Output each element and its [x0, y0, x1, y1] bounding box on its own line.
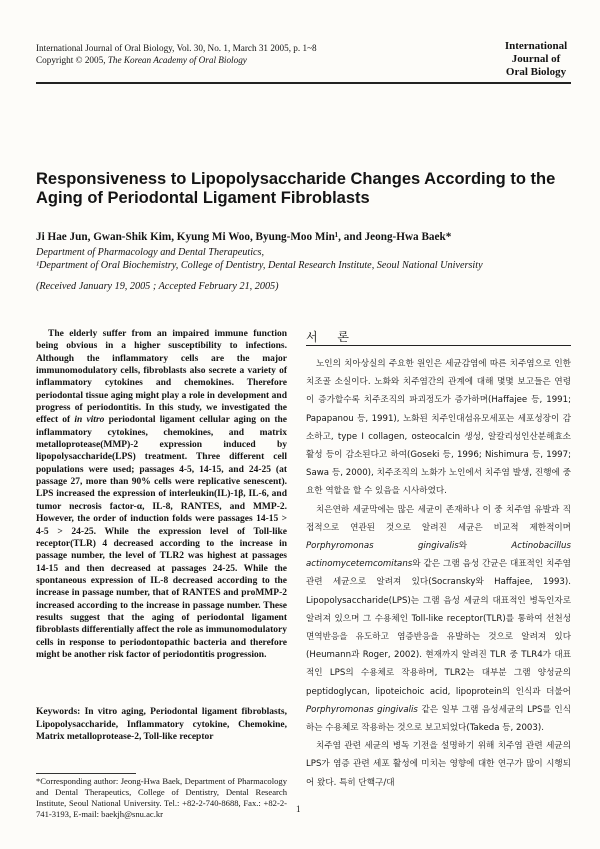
section-rule — [306, 345, 571, 346]
section-heading-introduction: 서 론 — [306, 330, 357, 344]
corresponding-author-footnote: *Corresponding author: Jeong-Hwa Baek, Department of Pharmacology and Dental Therapeutics, College of Dentistry, Dental Research Institute, Seoul National University. Tel.: +82-2-740-8688, Fax.: +82-2-741-3193, E-mail: baekjh@snu.ac.kr — [36, 776, 287, 820]
abstract — [36, 328, 287, 661]
article-title: Responsiveness to Lipopolysaccharide Changes According to the Aging of Periodontal Ligament Fibroblasts — [36, 170, 556, 207]
affiliation-1: Department of Pharmacology and Dental Therapeutics, — [36, 247, 265, 258]
intro-paragraph-3: 치주염 관련 세균의 병독 기전을 설명하기 위해 치주염 관련 세균의 LPS가 염증 관련 세포 활성에 미치는 영향에 대한 연구가 많이 시행되어 왔다. 특히 단핵구/대 — [306, 741, 571, 788]
journal-line-2: Journal of — [511, 53, 561, 65]
intro-p2-species-1: Porphyromonas gingivalis — [306, 541, 459, 552]
intro-p2-text-g: 같은 일부 그램 음성세균의 LPS를 인식하는 수용체로 작용하는 것으로 보고되었다(Takeda 등, 2003). — [306, 704, 571, 734]
copyright-line — [36, 54, 317, 66]
copyright-publisher: The Korean Academy of Oral Biology — [107, 55, 247, 65]
journal-logo-text — [501, 40, 571, 79]
citation-line: International Journal of Oral Biology, Vol. 30, No. 1, March 31 2005, p. 1~8 — [36, 43, 317, 53]
received-dates: (Received January 19, 2005 ; Accepted February 21, 2005) — [36, 281, 279, 292]
intro-p2-species-2: Actinobacillus actinomycetemcomitans — [306, 541, 571, 570]
footnote-rule — [36, 773, 136, 774]
affiliations — [36, 246, 576, 272]
author-list: Ji Hae Jun, Gwan-Shik Kim, Kyung Mi Woo, Byung-Moo Min¹, and Jeong-Hwa Baek* — [36, 231, 452, 243]
citation-header — [36, 42, 317, 66]
abstract-text-1: The elderly suffer from an impaired immune function being obvious in a higher susceptibility to infections. Although the inflammatory cells are the major immunomodulatory cells, fibroblasts also secrete a variety of inflammatory cytokines and chemokines. Therefore periodontal tissue aging might play a role in development and progress of periodontitis. In this study, we investigated the effect of — [36, 329, 287, 426]
journal-line-3: Oral Biology — [505, 66, 567, 78]
affiliation-2: ¹Department of Oral Biochemistry, College of Dentistry, Dental Research Institute, Seoul National University — [36, 260, 483, 271]
intro-paragraph-1: 노인의 치아상실의 주요한 원인은 세균감염에 따른 치주염으로 인한 치조골 소실이다. 노화와 치주염간의 관계에 대해 몇몇 보고들은 연령이 증가할수록 치주조직의 파괴정도가 증가하며(Haffajee 등, 1991; Papapanou 등, 1991), 노화된 치주인대섬유모세포는 세포성장이 감소하고, type I collagen, osteocalcin 생성, 알칼리성인산분해효소 활성 등이 감소된다고 하여(Goseki 등, 1996; Nishimura 등, 1997; Sawa 등, 2000), 치주조직의 노화가 노인에서 치주염 발생, 진행에 중요한 역할을 할 수 있음을 시사하였다. — [306, 359, 571, 497]
page-number: 1 — [296, 804, 301, 814]
intro-p2-species-3: Porphyromonas gingivalis — [306, 704, 418, 715]
header-rule — [36, 82, 571, 84]
intro-p2-text-c: 와 — [458, 541, 512, 552]
intro-p2-text-e: 와 같은 그램 음성 간균은 대표적인 치주염 관련 세균으로 알려져 있다(Socransky와 Haffajee, 1993). Lipopolysaccharide(LPS)는 그램 음성 세균의 대표적인 병독인자로 알려져 있으며 그 수용체인 Toll-like receptor(TLR)를 통하여 선천성 면역반응을 유도하고 염증반응을 유발하는 것으로 알려져 있다(Heumann과 Roger, 2002). 현재까지 알려진 TLR 중 TLR4가 대표적인 LPS의 수용체로 작용하며, TLR2는 대부분 그램 양성균의 peptidoglycan, lipoteichoic acid, lipoprotein의 인식과 더불어 — [306, 559, 571, 697]
journal-line-1: International — [504, 40, 568, 52]
abstract-in-vitro: in vitro — [74, 415, 105, 426]
copyright-prefix: Copyright © 2005, — [36, 55, 108, 65]
introduction-body — [306, 355, 571, 792]
keywords: Keywords: In vitro aging, Periodontal ligament fibroblasts, Lipopolysaccharide, Inflammatory cytokine, Chemokine, Matrix metalloprotease-2, Toll-like receptor — [36, 707, 287, 742]
intro-paragraph-2 — [306, 501, 571, 738]
abstract-text-2: periodontal ligament cellular aging on the inflammatory cytokines, chemokines, and matrix metalloprotease(MMP)-2 expression induced by lipopolysaccharide(LPS) treatment. Three different cell populations were used; passages 4-5, 14-15, and 24-25 (at passage 27, more than 90% cells were replicative senescent). LPS increased the expression of interleukin(IL)-1β, IL-6, and tumor necrosis factor-α, IL-8, RANTES, and MMP-2. However, the order of induction folds were passages 14-15 > 4-5 > 24-25. While the expression level of Toll-like receptor(TLR) 4 decreased according to the increase in passage number, the level of TLR2 was highest at passages 14-15 and then decreased at passages 24-25. While the spontaneous expression of IL-8 decreased according to the increase in passage number, that of RANTES and proMMP-2 increased according to the increase in passage number. These results suggest that the aging of periodontal ligament fibroblasts differentially affect the role as immunomodulatory cells in response to periodontopathic bacteria and therefore might be another risk factor of periodontitis progression. — [36, 415, 287, 660]
intro-p2-text-a: 치은연하 세균막에는 많은 세균이 존재하나 이 중 치주염 유발과 직접적으로 연관된 것으로 알려진 세균은 비교적 제한적이며 — [306, 504, 571, 533]
